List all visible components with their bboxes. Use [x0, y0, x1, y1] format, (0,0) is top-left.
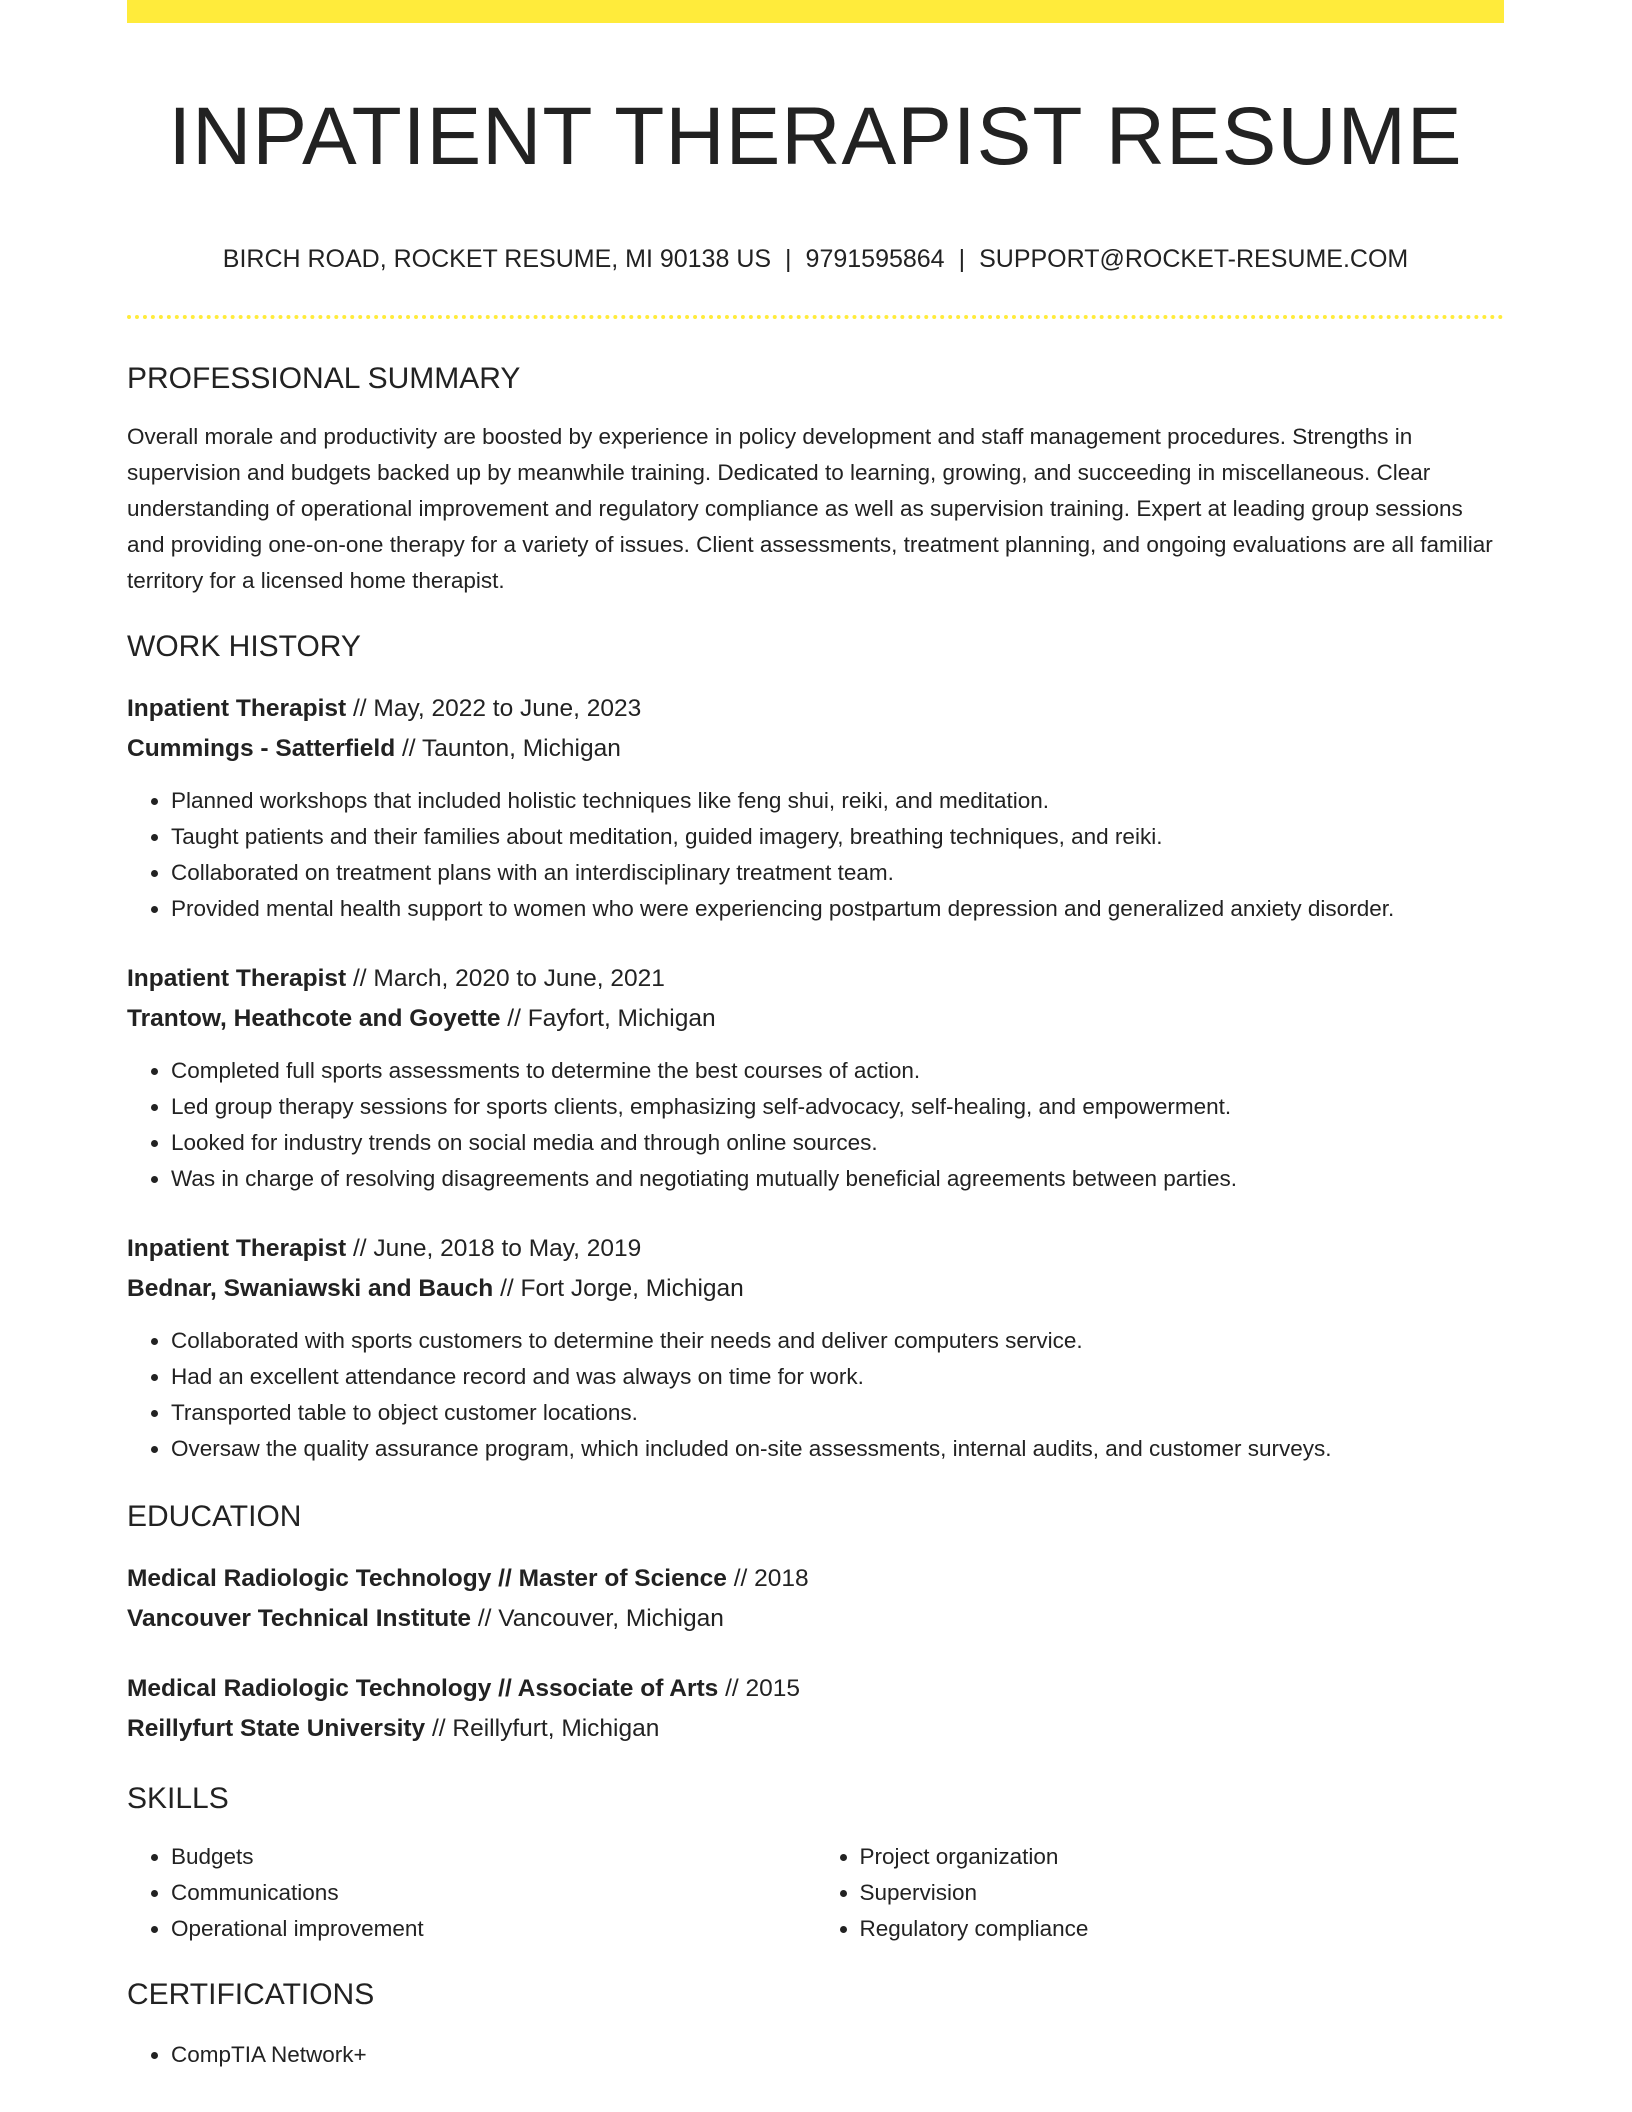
- list-item: • Planned workshops that included holistic techniques like feng shui, reiki, and meditation.: [171, 783, 1504, 819]
- education-location: // Vancouver, Michigan: [477, 1605, 724, 1632]
- education-degree: Medical Radiologic Technology // Master of Science: [127, 1565, 727, 1592]
- accent-bar: [127, 0, 1504, 23]
- job-company-line: [127, 999, 1504, 1039]
- skill-item: • Project organization: [860, 1839, 1505, 1875]
- job-company-line: [127, 1269, 1504, 1309]
- job-title-line: [127, 959, 1504, 999]
- job-dates: // May, 2022 to June, 2023: [352, 695, 642, 722]
- list-item: • Collaborated on treatment plans with an interdisciplinary treatment team.: [171, 855, 1504, 891]
- job-title: Inpatient Therapist: [127, 695, 347, 722]
- contact-separator: |: [785, 245, 792, 273]
- education-location: // Reillyfurt, Michigan: [432, 1715, 660, 1742]
- job-entry: [127, 1229, 1504, 1467]
- job-dates: // March, 2020 to June, 2021: [352, 965, 665, 992]
- job-company: Bednar, Swaniawski and Bauch: [127, 1275, 494, 1302]
- job-entry: [127, 959, 1504, 1197]
- education-school: Reillyfurt State University: [127, 1715, 426, 1742]
- summary-text: Overall morale and productivity are boosted by experience in policy development and staff management procedures. Strengths in supervision and budgets backed up by meanwhile training. Dedicated to learning, growing, and succeeding in miscellaneous. Clear understanding of operational improvement and regulatory compliance as well as supervision training. Expert at leading group sessions and providing one-on-one therapy for a variety of issues. Client assessments, treatment planning, and ongoing evaluations are all familiar territory for a licensed home therapist.: [127, 424, 1493, 593]
- list-item: • Was in charge of resolving disagreements and negotiating mutually beneficial agreements between parties.: [171, 1161, 1504, 1197]
- skills-heading: SKILLS: [127, 1782, 229, 1815]
- job-bullets: [127, 1053, 1504, 1197]
- skills-right-list: [816, 1839, 1505, 1947]
- skill-item: • Supervision: [860, 1875, 1505, 1911]
- job-location: // Fayfort, Michigan: [507, 1005, 716, 1032]
- contact-line: [127, 243, 1504, 275]
- contact-phone: 9791595864: [805, 245, 945, 273]
- summary-heading: PROFESSIONAL SUMMARY: [127, 362, 521, 395]
- list-item: • Collaborated with sports customers to determine their needs and deliver computers service.: [171, 1323, 1504, 1359]
- list-item: • Led group therapy sessions for sports clients, emphasizing self-advocacy, self-healing, and empowerment.: [171, 1089, 1504, 1125]
- education-entry: [127, 1669, 1504, 1749]
- job-company: Cummings - Satterfield: [127, 735, 396, 762]
- education-degree-line: [127, 1559, 1504, 1599]
- skill-item: • Budgets: [171, 1839, 816, 1875]
- skills-left-list: [127, 1839, 816, 1947]
- list-item: • Oversaw the quality assurance program, which included on-site assessments, internal audits, and customer surveys.: [171, 1431, 1504, 1467]
- list-item: • Looked for industry trends on social media and through online sources.: [171, 1125, 1504, 1161]
- job-company: Trantow, Heathcote and Goyette: [127, 1005, 501, 1032]
- list-item: • Completed full sports assessments to determine the best courses of action.: [171, 1053, 1504, 1089]
- job-title: Inpatient Therapist: [127, 1235, 347, 1262]
- list-item: • Provided mental health support to women who were experiencing postpartum depression and generalized anxiety disorder.: [171, 891, 1504, 927]
- job-title: Inpatient Therapist: [127, 965, 347, 992]
- job-company-line: [127, 729, 1504, 769]
- list-item: • Had an excellent attendance record and was always on time for work.: [171, 1359, 1504, 1395]
- education-degree-line: [127, 1669, 1504, 1709]
- education-degree: Medical Radiologic Technology // Associate of Arts: [127, 1675, 719, 1702]
- certification-item: • CompTIA Network+: [171, 2037, 1504, 2073]
- education-school-line: [127, 1599, 1504, 1639]
- job-bullets: [127, 1323, 1504, 1467]
- education-entry: [127, 1559, 1504, 1639]
- job-bullets: [127, 783, 1504, 927]
- dotted-divider: [127, 315, 1504, 319]
- list-item: • Taught patients and their families about meditation, guided imagery, breathing techniques, and reiki.: [171, 819, 1504, 855]
- skills-columns: [127, 1839, 1504, 1947]
- skill-item: • Operational improvement: [171, 1911, 816, 1947]
- job-title-line: [127, 1229, 1504, 1269]
- job-title-line: [127, 689, 1504, 729]
- job-location: // Fort Jorge, Michigan: [500, 1275, 744, 1302]
- resume-page: [127, 0, 1504, 2073]
- list-item: • Transported table to object customer locations.: [171, 1395, 1504, 1431]
- certifications-heading: CERTIFICATIONS: [127, 1978, 375, 2011]
- education-year: // 2018: [733, 1565, 809, 1592]
- job-dates: // June, 2018 to May, 2019: [352, 1235, 642, 1262]
- skill-item: • Regulatory compliance: [860, 1911, 1505, 1947]
- page-title: INPATIENT THERAPIST RESUME: [168, 91, 1463, 182]
- education-school: Vancouver Technical Institute: [127, 1605, 472, 1632]
- work-history-heading: WORK HISTORY: [127, 630, 361, 663]
- contact-email: SUPPORT@ROCKET-RESUME.COM: [979, 245, 1409, 273]
- skill-item: • Communications: [171, 1875, 816, 1911]
- contact-separator: |: [958, 245, 966, 273]
- certifications-list: [127, 2037, 1504, 2073]
- job-location: // Taunton, Michigan: [402, 735, 621, 762]
- education-school-line: [127, 1709, 1504, 1749]
- education-year: // 2015: [725, 1675, 801, 1702]
- contact-address: BIRCH ROAD, ROCKET RESUME, MI 90138 US: [222, 245, 772, 273]
- job-entry: [127, 689, 1504, 927]
- education-heading: EDUCATION: [127, 1500, 302, 1533]
